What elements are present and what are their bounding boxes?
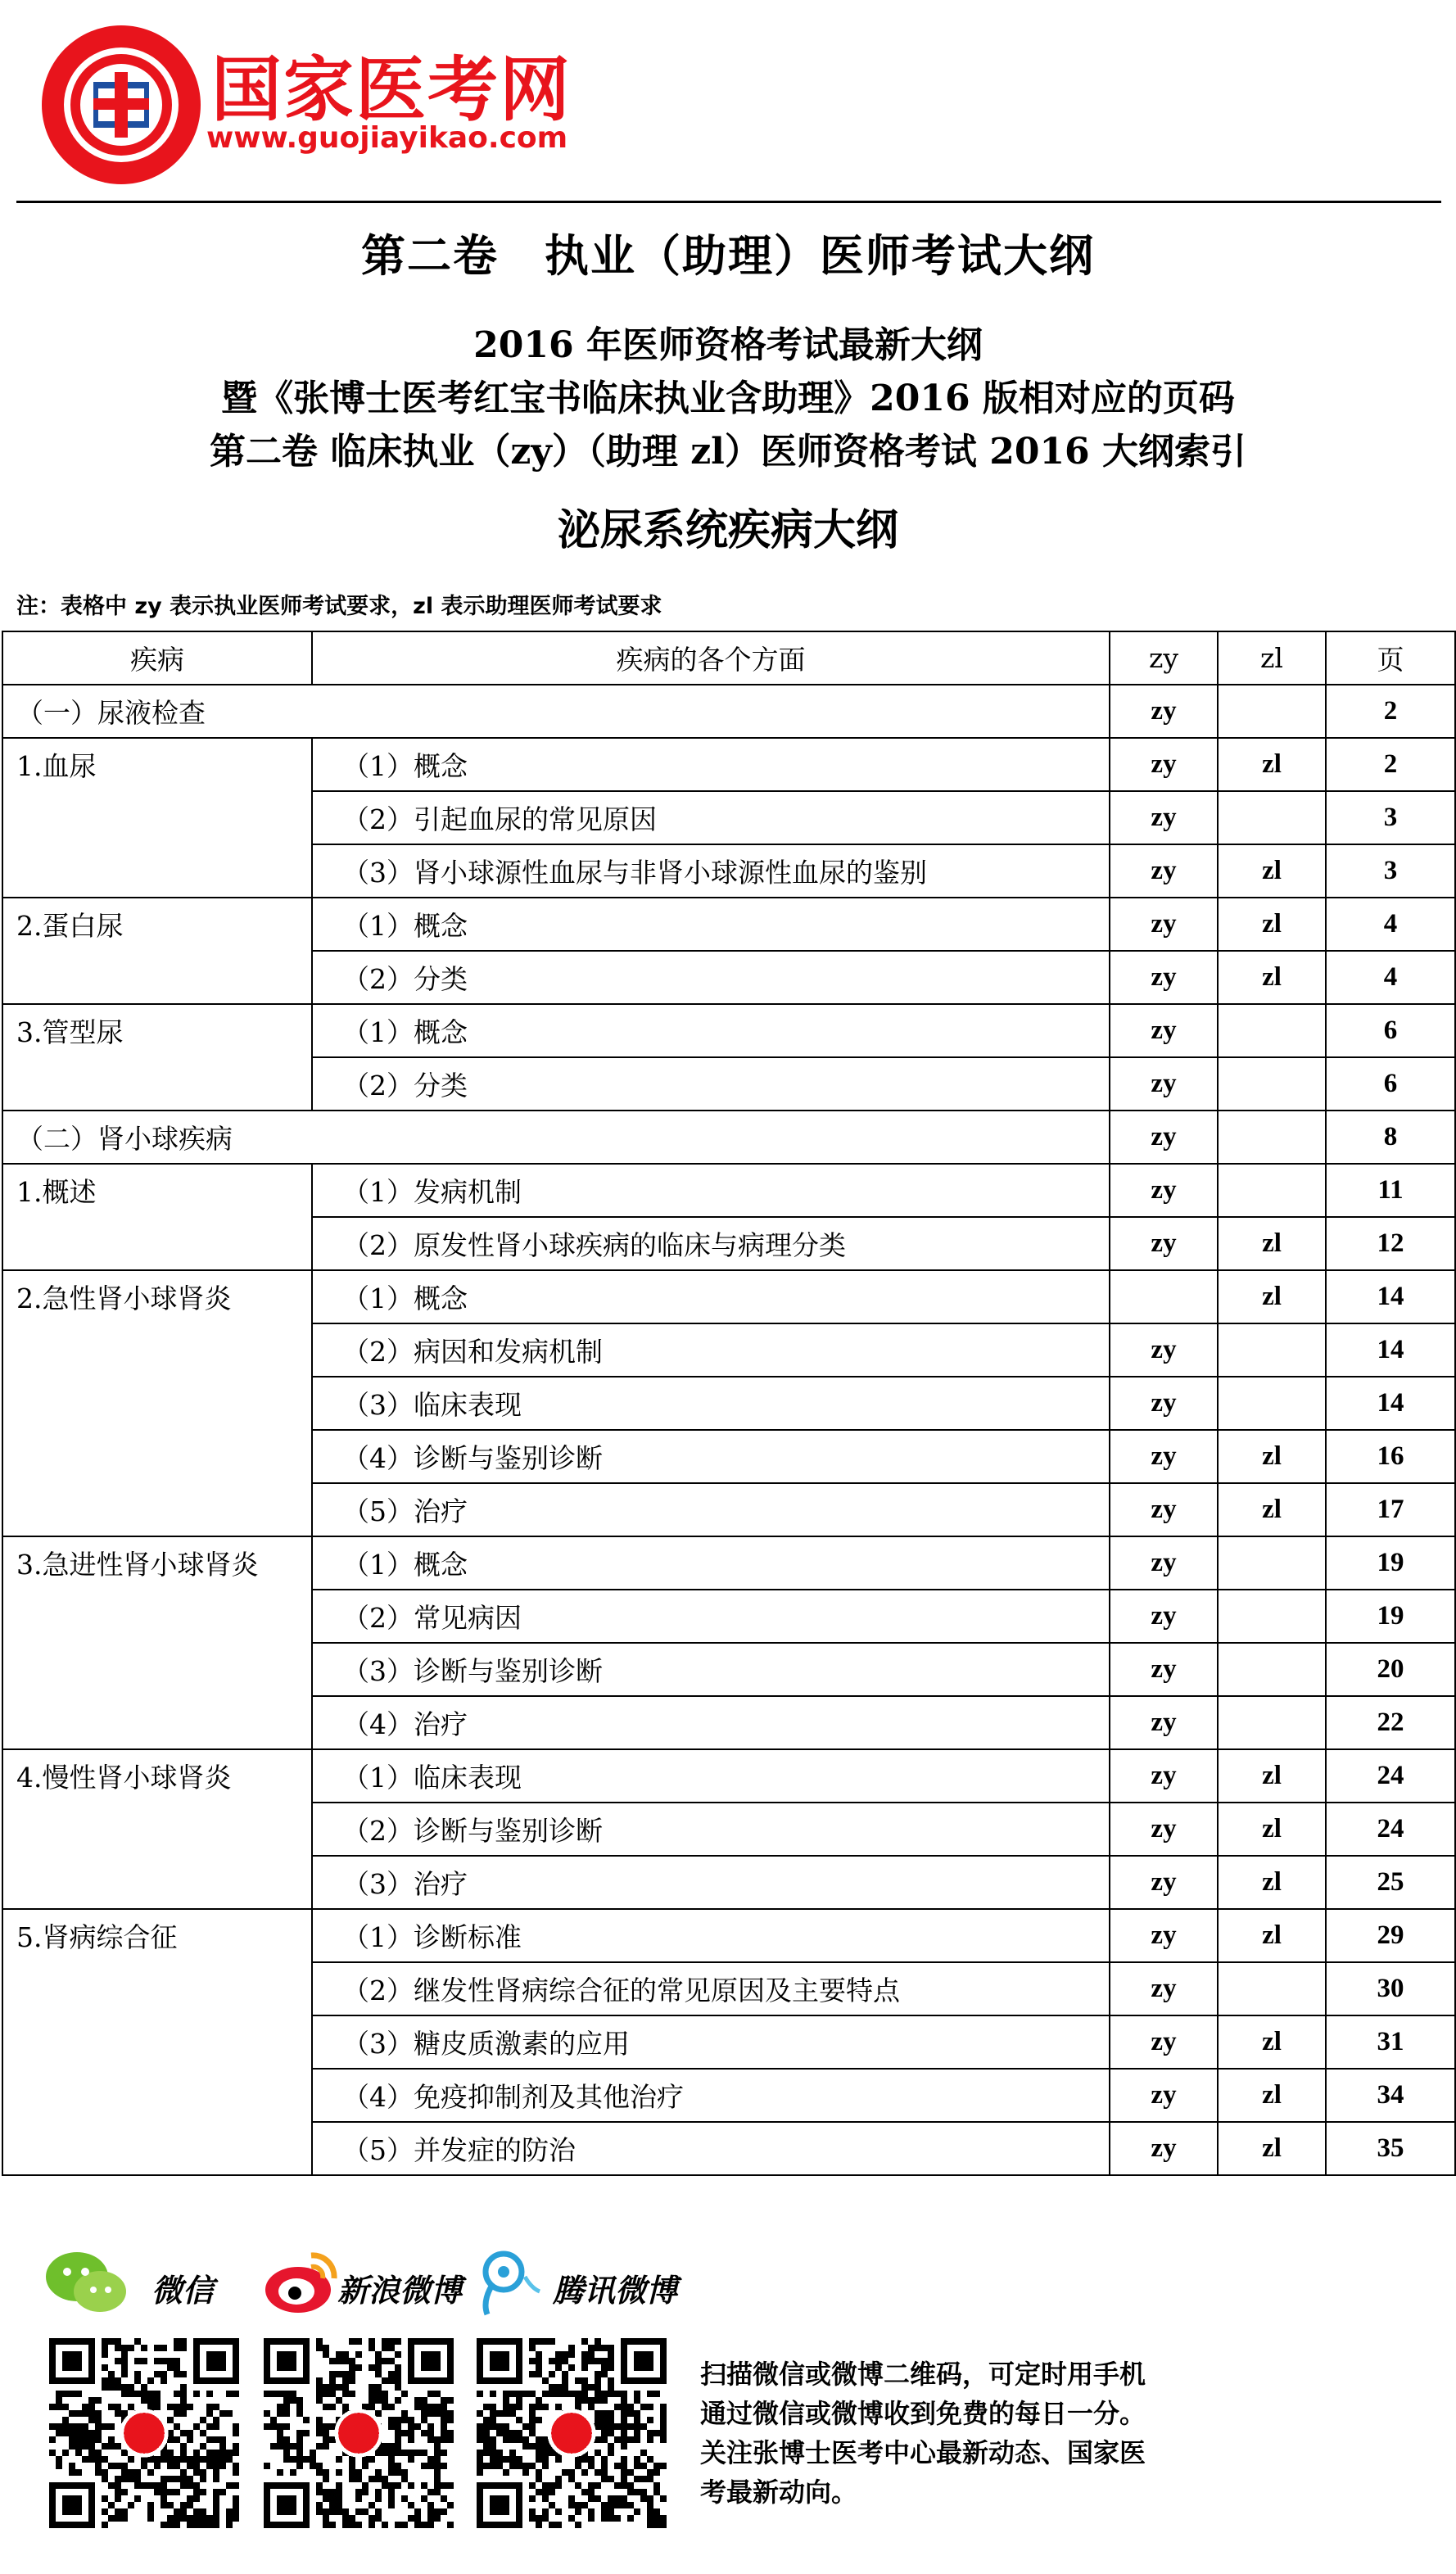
zl-cell <box>1218 1536 1326 1590</box>
aspect-cell: （1）概念 <box>312 1004 1110 1057</box>
aspect-cell: （3）肾小球源性血尿与非肾小球源性血尿的鉴别 <box>312 844 1110 898</box>
header-aspect: 疾病的各个方面 <box>312 631 1110 685</box>
zy-cell: zy <box>1110 844 1218 898</box>
sina-weibo-qr-code[interactable] <box>264 2338 454 2528</box>
table-row <box>2 1164 1455 1217</box>
zl-cell <box>1218 1164 1326 1217</box>
zl-cell <box>1218 1962 1326 2015</box>
page-header <box>0 0 1456 197</box>
sina-weibo-label: 新浪微博 <box>337 2273 463 2309</box>
zl-cell: zl <box>1218 738 1326 791</box>
page-cell: 22 <box>1326 1696 1455 1749</box>
section-title: 泌尿系统疾病大纲 <box>557 505 898 555</box>
disease-name: 1.概述 <box>2 1164 312 1270</box>
page-cell: 17 <box>1326 1483 1455 1536</box>
zl-cell: zl <box>1218 1270 1326 1323</box>
zy-cell: zy <box>1110 1643 1218 1696</box>
zy-cell: zy <box>1110 951 1218 1004</box>
header-divider <box>16 201 1441 203</box>
page-cell: 25 <box>1326 1856 1455 1909</box>
zl-cell <box>1218 685 1326 738</box>
zl-cell: zl <box>1218 2122 1326 2175</box>
disease-name: 4.慢性肾小球肾炎 <box>2 1749 312 1909</box>
page-cell: 2 <box>1326 738 1455 791</box>
aspect-cell: （2）诊断与鉴别诊断 <box>312 1803 1110 1856</box>
aspect-cell: （2）原发性肾小球疾病的临床与病理分类 <box>312 1217 1110 1270</box>
aspect-cell: （4）治疗 <box>312 1696 1110 1749</box>
page-cell: 12 <box>1326 1217 1455 1270</box>
page-cell: 3 <box>1326 844 1455 898</box>
zy-cell: zy <box>1110 2069 1218 2122</box>
zy-cell: zy <box>1110 1856 1218 1909</box>
zl-cell: zl <box>1218 1430 1326 1483</box>
subtitle-2: 暨《张博士医考红宝书临床执业含助理》2016 版相对应的页码 <box>221 378 1235 419</box>
zl-cell: zl <box>1218 898 1326 951</box>
aspect-cell: （3）临床表现 <box>312 1377 1110 1430</box>
zy-cell: zy <box>1110 1377 1218 1430</box>
section-label: （二）肾小球疾病 <box>2 1111 1110 1164</box>
sina-weibo-icon <box>260 2244 342 2318</box>
zy-cell: zy <box>1110 1004 1218 1057</box>
header-zy: zy <box>1110 631 1218 685</box>
tencent-weibo-icon <box>471 2244 545 2318</box>
zl-cell <box>1218 1004 1326 1057</box>
aspect-cell: （1）概念 <box>312 898 1110 951</box>
zl-cell <box>1218 791 1326 844</box>
header-disease: 疾病 <box>2 631 312 685</box>
zl-cell: zl <box>1218 2015 1326 2069</box>
page-cell: 34 <box>1326 2069 1455 2122</box>
page-cell: 19 <box>1326 1536 1455 1590</box>
page-cell: 8 <box>1326 1111 1455 1164</box>
zl-cell: zl <box>1218 844 1326 898</box>
tencent-weibo-qr-code[interactable] <box>477 2338 667 2528</box>
zy-cell: zy <box>1110 791 1218 844</box>
aspect-cell: （3）治疗 <box>312 1856 1110 1909</box>
page-cell: 4 <box>1326 898 1455 951</box>
aspect-cell: （2）继发性肾病综合征的常见原因及主要特点 <box>312 1962 1110 2015</box>
disease-name: 3.急进性肾小球肾炎 <box>2 1536 312 1749</box>
page-cell: 14 <box>1326 1270 1455 1323</box>
page-cell: 29 <box>1326 1909 1455 1962</box>
aspect-cell: （1）临床表现 <box>312 1749 1110 1803</box>
zy-cell: zy <box>1110 1483 1218 1536</box>
aspect-cell: （3）糖皮质激素的应用 <box>312 2015 1110 2069</box>
zl-cell <box>1218 1057 1326 1111</box>
aspect-cell: （1）概念 <box>312 1536 1110 1590</box>
wechat-qr-code[interactable] <box>49 2338 239 2528</box>
zy-cell: zy <box>1110 1323 1218 1377</box>
aspect-cell: （5）治疗 <box>312 1483 1110 1536</box>
zy-cell <box>1110 1270 1218 1323</box>
zy-cell: zy <box>1110 1430 1218 1483</box>
page-cell: 6 <box>1326 1004 1455 1057</box>
zy-cell: zy <box>1110 1164 1218 1217</box>
page-cell: 24 <box>1326 1749 1455 1803</box>
table-row <box>2 898 1455 951</box>
aspect-cell: （4）诊断与鉴别诊断 <box>312 1430 1110 1483</box>
zy-cell: zy <box>1110 1536 1218 1590</box>
table-row <box>2 1270 1455 1323</box>
aspect-cell: （1）概念 <box>312 738 1110 791</box>
page-cell: 11 <box>1326 1164 1455 1217</box>
section-row <box>2 1111 1455 1164</box>
zl-cell <box>1218 1590 1326 1643</box>
subtitle-1: 2016 年医师资格考试最新大纲 <box>473 324 983 366</box>
zy-cell: zy <box>1110 1909 1218 1962</box>
page-cell: 30 <box>1326 1962 1455 2015</box>
zl-cell: zl <box>1218 2069 1326 2122</box>
table-row <box>2 1749 1455 1803</box>
zl-cell <box>1218 1377 1326 1430</box>
header-zl: zl <box>1218 631 1326 685</box>
zl-cell: zl <box>1218 1483 1326 1536</box>
zl-cell: zl <box>1218 951 1326 1004</box>
table-note: 注：表格中 zy 表示执业医师考试要求，zl 表示助理医师考试要求 <box>16 594 662 619</box>
table-row <box>2 1004 1455 1057</box>
table-row <box>2 1909 1455 1962</box>
footer-description: 扫描微信或微博二维码，可定时用手机通过微信或微博收到免费的每日一分。关注张博士医考中心最新动态、国家医考最新动向。 <box>700 2359 1146 2508</box>
aspect-cell: （3）诊断与鉴别诊断 <box>312 1643 1110 1696</box>
zy-cell: zy <box>1110 1749 1218 1803</box>
page-cell: 14 <box>1326 1377 1455 1430</box>
subtitle-3: 第二卷 临床执业（zy）（助理 zl）医师资格考试 2016 大纲索引 <box>210 431 1246 473</box>
zy-cell: zy <box>1110 685 1218 738</box>
aspect-cell: （1）概念 <box>312 1270 1110 1323</box>
zy-cell: zy <box>1110 1217 1218 1270</box>
zl-cell <box>1218 1111 1326 1164</box>
zl-cell: zl <box>1218 1217 1326 1270</box>
aspect-cell: （1）诊断标准 <box>312 1909 1110 1962</box>
page-cell: 4 <box>1326 951 1455 1004</box>
table-row <box>2 738 1455 791</box>
zl-cell: zl <box>1218 1856 1326 1909</box>
tencent-weibo-label: 腾讯微博 <box>553 2273 678 2309</box>
page-cell: 35 <box>1326 2122 1455 2175</box>
page-cell: 20 <box>1326 1643 1455 1696</box>
aspect-cell: （2）常见病因 <box>312 1590 1110 1643</box>
aspect-cell: （2）病因和发病机制 <box>312 1323 1110 1377</box>
page-footer <box>0 2244 1456 2572</box>
table-header-row <box>2 631 1455 685</box>
disease-name: 5.肾病综合征 <box>2 1909 312 2175</box>
page-cell: 3 <box>1326 791 1455 844</box>
section-row <box>2 685 1455 738</box>
brand-seal-logo <box>39 23 203 187</box>
zy-cell: zy <box>1110 738 1218 791</box>
zy-cell: zy <box>1110 2015 1218 2069</box>
disease-name: 2.急性肾小球肾炎 <box>2 1270 312 1536</box>
page-cell: 19 <box>1326 1590 1455 1643</box>
page-cell: 16 <box>1326 1430 1455 1483</box>
brand-url[interactable]: www.guojiayikao.com <box>206 121 568 155</box>
zl-cell: zl <box>1218 1803 1326 1856</box>
zy-cell: zy <box>1110 1590 1218 1643</box>
page-cell: 2 <box>1326 685 1455 738</box>
aspect-cell: （2）分类 <box>312 1057 1110 1111</box>
zy-cell: zy <box>1110 1696 1218 1749</box>
disease-name: 2.蛋白尿 <box>2 898 312 1004</box>
zy-cell: zy <box>1110 1803 1218 1856</box>
page-cell: 31 <box>1326 2015 1455 2069</box>
zy-cell: zy <box>1110 2122 1218 2175</box>
wechat-icon <box>41 2244 131 2318</box>
zl-cell <box>1218 1323 1326 1377</box>
zl-cell <box>1218 1696 1326 1749</box>
wechat-label: 微信 <box>151 2273 215 2309</box>
aspect-cell: （1）发病机制 <box>312 1164 1110 1217</box>
aspect-cell: （5）并发症的防治 <box>312 2122 1110 2175</box>
header-page: 页 <box>1326 631 1455 685</box>
brand-name: 国家医考网 <box>211 49 572 131</box>
aspect-cell: （2）引起血尿的常见原因 <box>312 791 1110 844</box>
zy-cell: zy <box>1110 1057 1218 1111</box>
disease-name: 1.血尿 <box>2 738 312 898</box>
aspect-cell: （4）免疫抑制剂及其他治疗 <box>312 2069 1110 2122</box>
page-cell: 6 <box>1326 1057 1455 1111</box>
zl-cell: zl <box>1218 1749 1326 1803</box>
disease-name: 3.管型尿 <box>2 1004 312 1111</box>
section-label: （一）尿液检查 <box>2 685 1110 738</box>
syllabus-table <box>2 631 1456 2176</box>
zy-cell: zy <box>1110 1962 1218 2015</box>
volume-title: 第二卷 执业（助理）医师考试大纲 <box>361 229 1095 282</box>
page-cell: 14 <box>1326 1323 1455 1377</box>
zl-cell: zl <box>1218 1909 1326 1962</box>
zl-cell <box>1218 1643 1326 1696</box>
table-row <box>2 1536 1455 1590</box>
zy-cell: zy <box>1110 898 1218 951</box>
aspect-cell: （2）分类 <box>312 951 1110 1004</box>
zy-cell: zy <box>1110 1111 1218 1164</box>
page-cell: 24 <box>1326 1803 1455 1856</box>
